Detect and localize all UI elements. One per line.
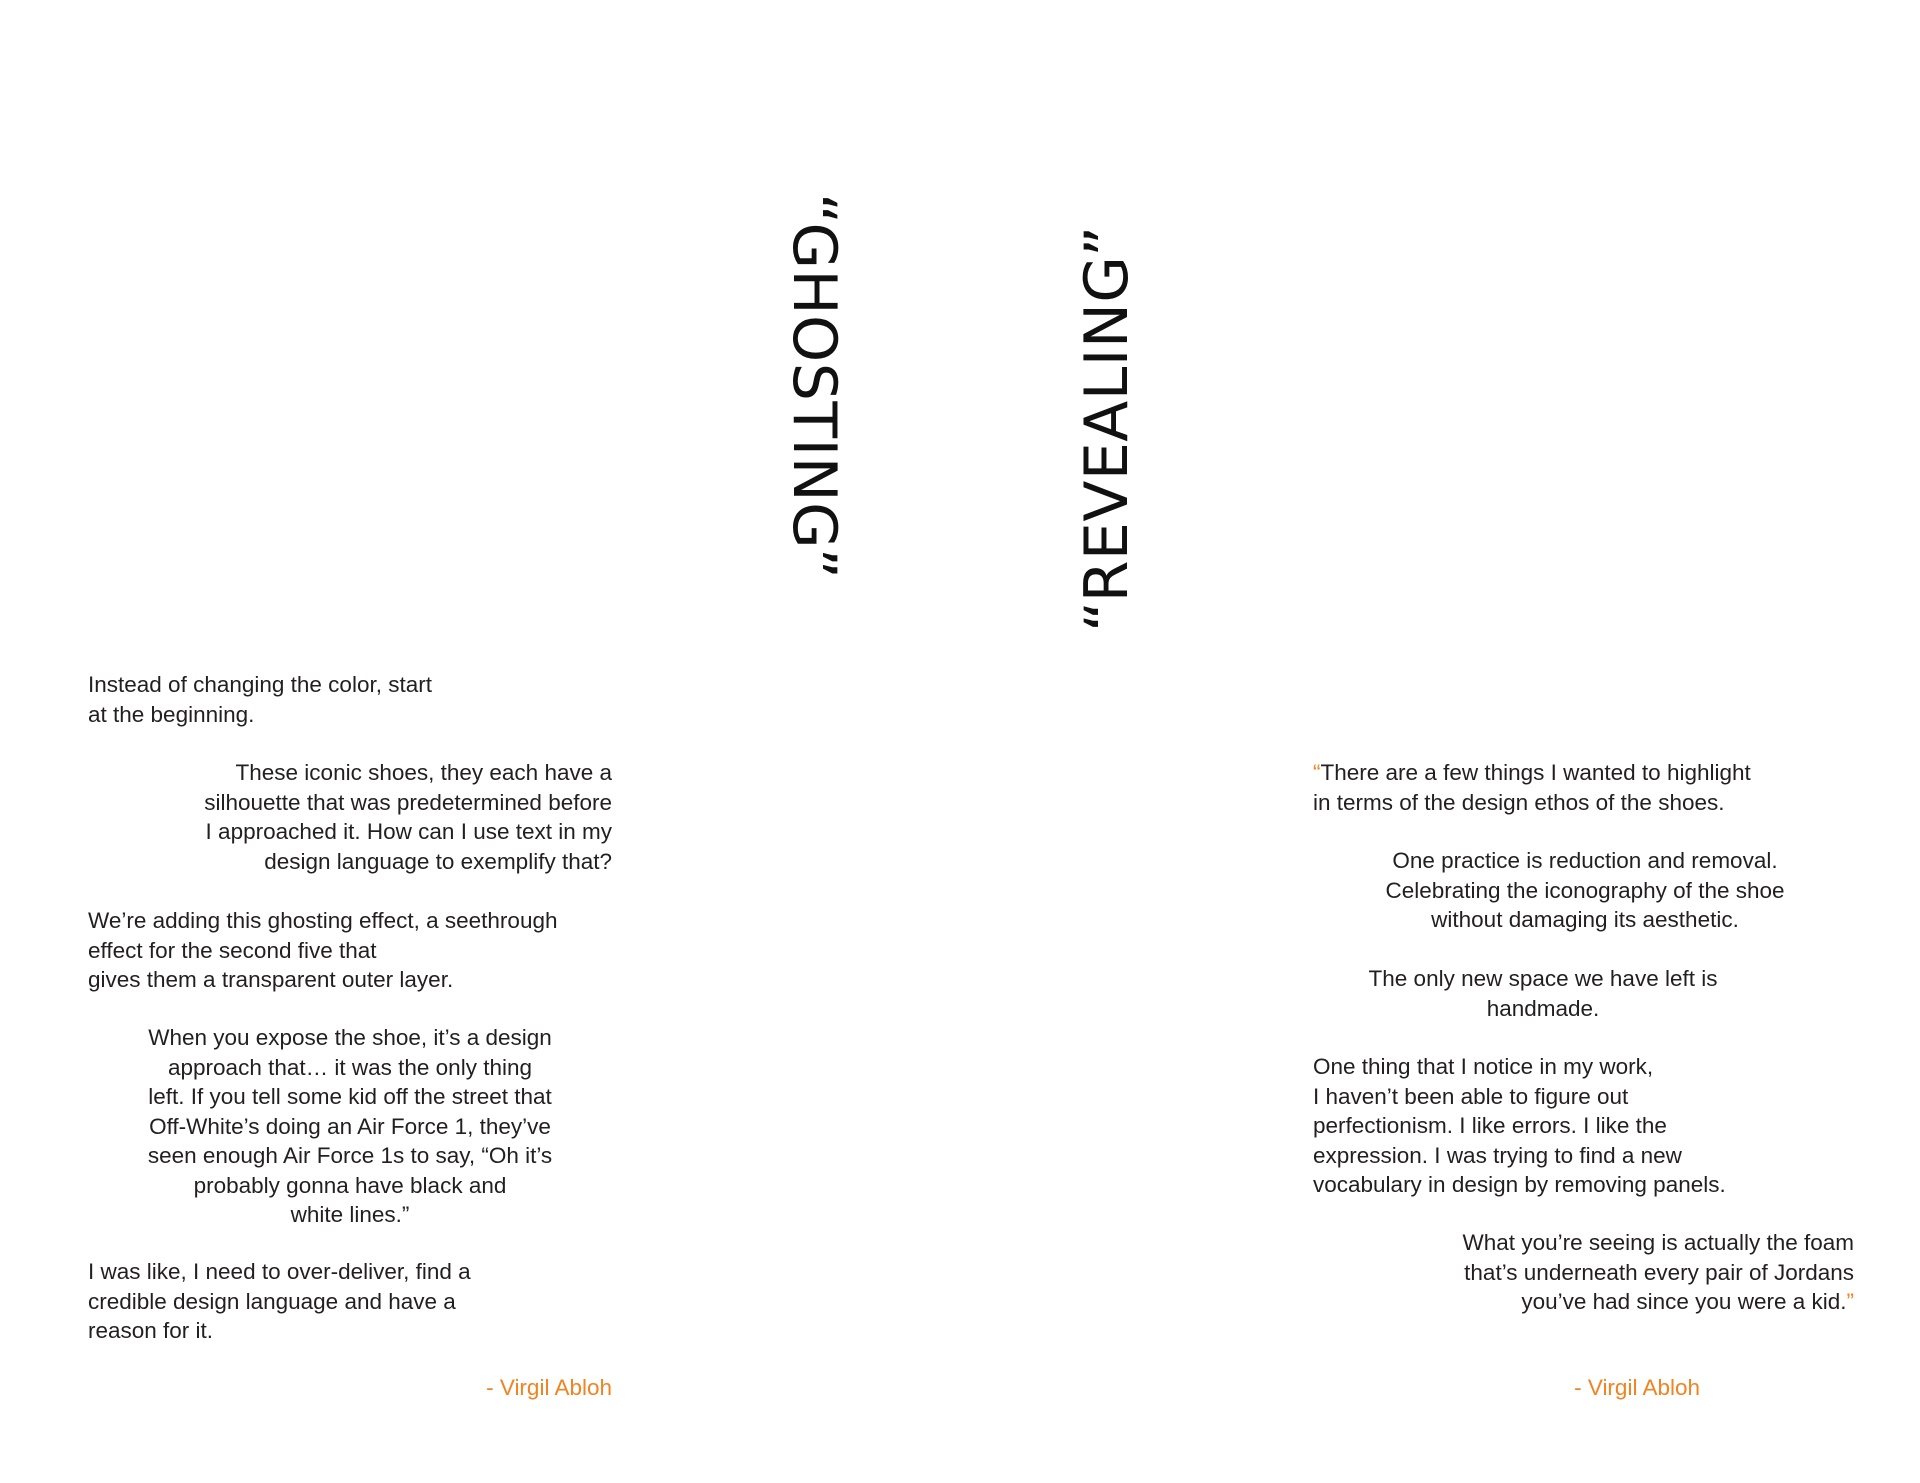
text-line: Instead of changing the color, start [88,672,432,697]
text-line: I haven’t been able to figure out [1313,1083,1629,1109]
left-paragraph-5 [88,1257,471,1346]
left-paragraph-2 [150,758,612,876]
open-quote: “ [1313,760,1321,785]
text-line: approach that… it was the only thing [168,1054,532,1080]
text-line: left. If you tell some kid off the street that [148,1084,552,1109]
text-line: expression. I was trying to find a new [1313,1142,1682,1168]
text-line: We’re adding this ghosting effect, a seethrough [88,908,558,933]
text-line: silhouette that was predetermined before [204,789,612,815]
text-line: Off-White’s doing an Air Force 1, they’ve [149,1113,551,1139]
text-line: What you’re seeing is actually the foam [1462,1230,1854,1255]
title-ghosting: “GHOSTING” [779,193,849,580]
left-paragraph-3 [88,906,557,995]
text-line: When you expose the shoe, it’s a design [148,1025,552,1050]
text-line: I was like, I need to over-deliver, find a [88,1259,471,1284]
text-line: white lines.” [290,1202,410,1227]
title-revealing: “REVEALING” [1072,225,1142,632]
text-line: probably gonna have black and [193,1172,507,1198]
text-line: without damaging its aesthetic. [1431,907,1739,932]
left-paragraph-1 [88,670,432,729]
text-line: vocabulary in design by removing panels. [1313,1172,1726,1197]
text-line: reason for it. [88,1318,214,1343]
right-attribution: - Virgil Abloh [1574,1375,1700,1400]
text-line [1400,1287,1854,1317]
text-line: effect for the second five that [88,937,377,963]
text-line: One thing that I notice in my work, [1313,1054,1654,1079]
text-line: The only new space we have left is [1368,966,1718,991]
left-paragraph-4 [100,1023,600,1230]
text-line: in terms of the design ethos of the shoes. [1313,789,1725,815]
text-line: at the beginning. [88,701,255,727]
left-attribution: - Virgil Abloh [486,1375,612,1400]
text-line: design language to exemplify that? [264,848,612,874]
right-paragraph-5 [1400,1228,1854,1317]
close-quote: ” [1846,1289,1854,1314]
text-line [1313,758,1751,788]
text-line: handmade. [1486,995,1600,1021]
text-line: These iconic shoes, they each have a [235,760,612,785]
text-line: that’s underneath every pair of Jordans [1464,1259,1854,1285]
text-line: One practice is reduction and removal. [1392,848,1778,873]
right-paragraph-4 [1313,1052,1726,1200]
text-line: credible design language and have a [88,1288,456,1314]
text-line: I approached it. How can I use text in my [205,819,612,844]
right-paragraph-2 [1300,846,1870,935]
text-line: perfectionism. I like errors. I like the [1313,1113,1667,1138]
right-paragraph-1 [1313,758,1751,817]
text-line: gives them a transparent outer layer. [88,967,454,992]
text-line: Celebrating the iconography of the shoe [1385,877,1785,903]
text-line: seen enough Air Force 1s to say, “Oh it’s [147,1143,553,1168]
right-paragraph-3 [1343,964,1743,1023]
text-fragment: There are a few things I wanted to highlight [1320,760,1751,785]
text-fragment: you’ve had since you were a kid. [1521,1289,1847,1314]
